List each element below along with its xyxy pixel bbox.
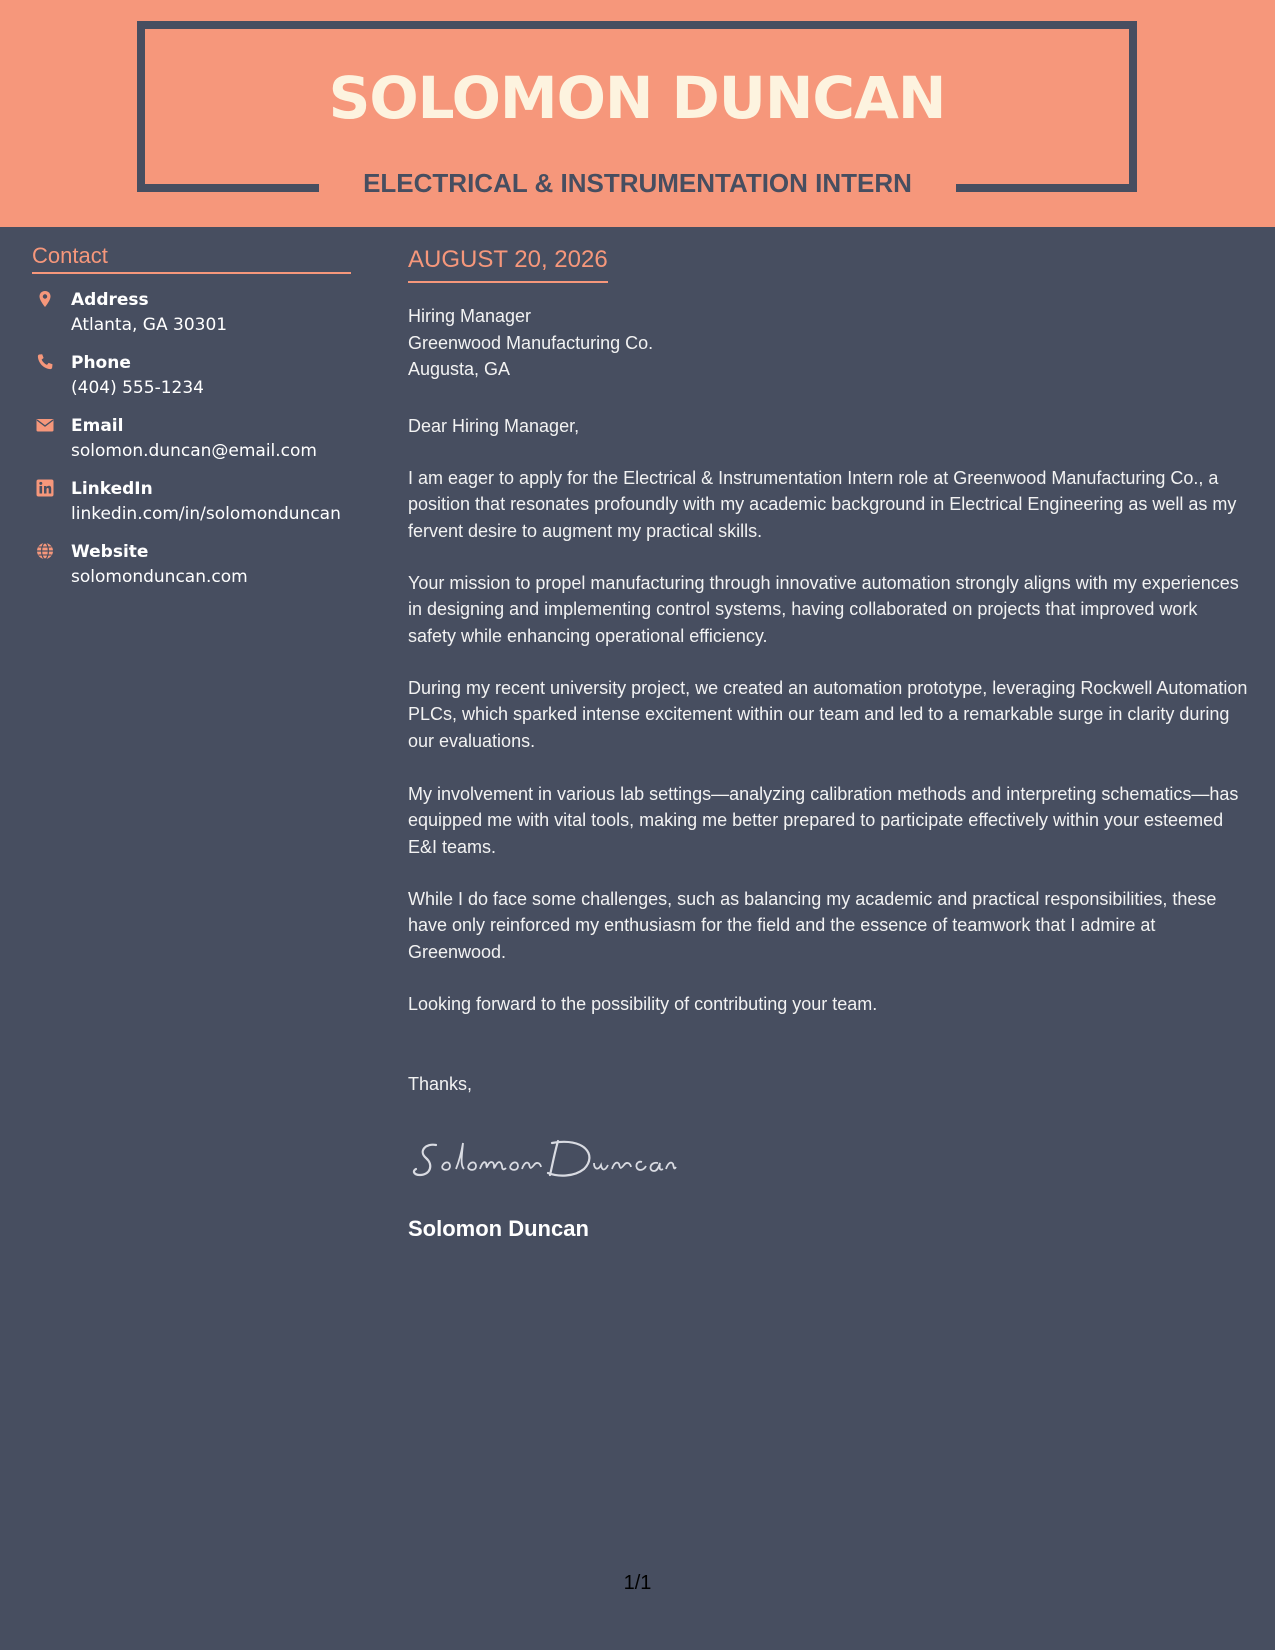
- map-pin-icon: [36, 290, 54, 308]
- contact-item-phone: [32, 351, 372, 407]
- signature-image: [408, 1125, 678, 1185]
- page-number: 1/1: [623, 1572, 652, 1594]
- globe-icon: [36, 542, 54, 560]
- phone-icon: [36, 353, 54, 371]
- contact-item-address: [32, 288, 372, 344]
- contact-item-website: [32, 540, 372, 596]
- contact-label-phone: Phone: [71, 353, 131, 373]
- closing: Thanks,: [408, 1074, 473, 1094]
- contact-label-website: Website: [71, 542, 149, 562]
- letter-date: AUGUST 20, 2026: [408, 245, 608, 283]
- contact-value-phone: (404) 555-1234: [71, 378, 204, 398]
- header-banner: [0, 0, 1275, 227]
- letter-paragraph: While I do face some challenges, such as balancing my academic and practical responsibilities, these have only reinforced my enthusiasm for the field and the essence of teamwork that I admire at Greenwood.: [408, 889, 1217, 962]
- header-frame-bottom-right: [956, 184, 1137, 192]
- contact-value-website: solomonduncan.com: [71, 567, 248, 587]
- job-title: ELECTRICAL & INSTRUMENTATION INTERN: [363, 168, 912, 198]
- recipient-block: [408, 303, 653, 383]
- letter-paragraph: My involvement in various lab settings—analyzing calibration methods and interpreting schematics—has equipped me with vital tools, making me better prepared to participate effectively within your esteemed E&I teams.: [408, 784, 1239, 857]
- recipient-line: Hiring Manager: [408, 306, 532, 326]
- signer-name: Solomon Duncan: [408, 1216, 589, 1241]
- contact-label-email: Email: [71, 416, 124, 436]
- contact-value-email: solomon.duncan@email.com: [71, 441, 317, 461]
- letter-paragraph: Your mission to propel manufacturing through innovative automation strongly aligns with my experiences in designing and implementing control systems, having collaborated on projects that improved work safety while enhancing operational efficiency.: [408, 573, 1239, 646]
- contact-value-address: Atlanta, GA 30301: [71, 315, 228, 335]
- letter-paragraph: I am eager to apply for the Electrical & Instrumentation Intern role at Greenwood Manufacturing Co., a position that resonates profoundly with my academic background in Electrical Engineering as well as my fervent desire to augment my practical skills.: [408, 468, 1237, 541]
- contact-label-address: Address: [71, 290, 149, 310]
- recipient-line: Greenwood Manufacturing Co.: [408, 332, 654, 353]
- linkedin-icon: [36, 479, 54, 497]
- envelope-icon: [36, 416, 54, 434]
- contact-item-linkedin: [32, 477, 372, 533]
- contact-value-linkedin: linkedin.com/in/solomonduncan: [71, 504, 341, 524]
- letter-paragraph: During my recent university project, we created an automation prototype, leveraging Rockwell Automation PLCs, which sparked intense excitement within our team and led to a remarkable surge in clarity during our evaluations.: [408, 678, 1248, 751]
- header-frame-bottom-left: [137, 184, 319, 192]
- salutation: Dear Hiring Manager,: [408, 416, 580, 436]
- header-frame-top: [137, 21, 1137, 29]
- contact-item-email: [32, 414, 372, 470]
- applicant-name: SOLOMON DUNCAN: [328, 64, 946, 132]
- letter-paragraph: Looking forward to the possibility of contributing your team.: [408, 994, 878, 1014]
- recipient-line: Augusta, GA: [408, 359, 511, 379]
- contact-label-linkedin: LinkedIn: [71, 479, 153, 499]
- contact-heading: Contact: [32, 241, 351, 274]
